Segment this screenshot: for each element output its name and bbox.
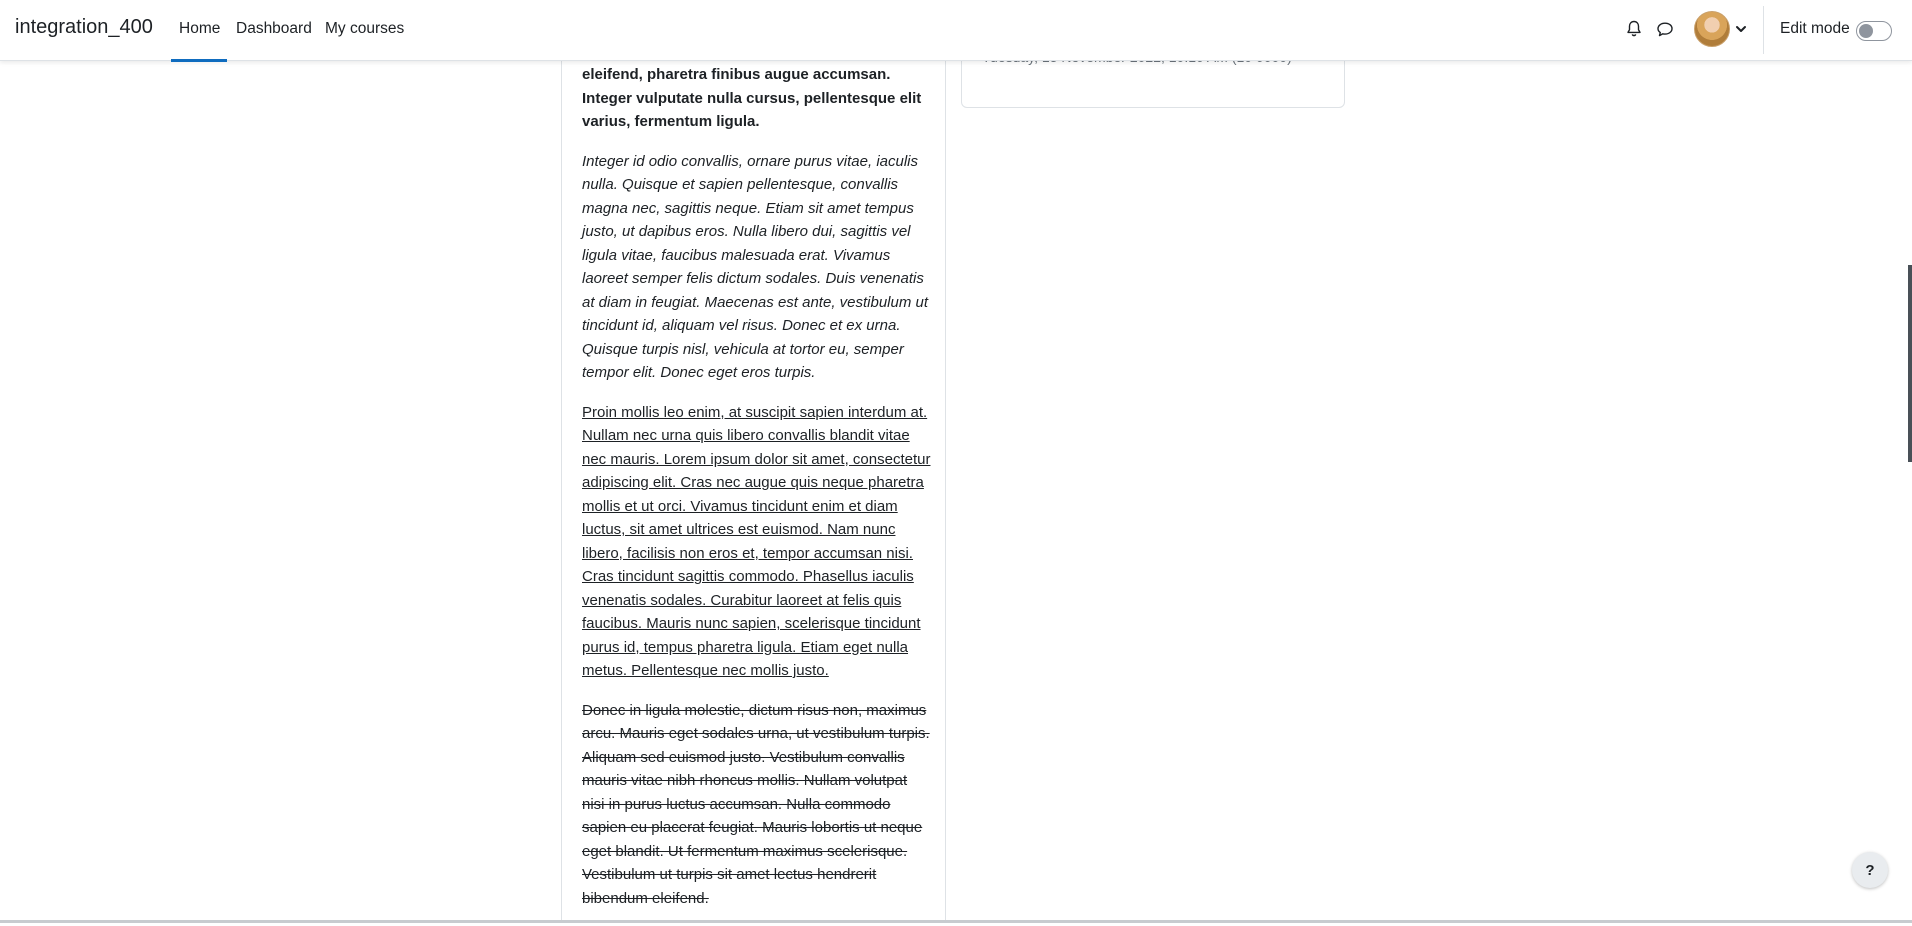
chat-icon[interactable] [1653, 17, 1677, 41]
help-button[interactable]: ? [1852, 852, 1888, 888]
site-brand[interactable]: integration_400 [15, 16, 153, 38]
edit-mode-toggle[interactable] [1856, 21, 1892, 41]
paragraph-strikethrough: Donec in ligula molestie, dictum risus non, maximus arcu. Mauris eget sodales urna, ut vestibulum turpis. Aliquam sed euismod justo. Vestibulum convallis mauris vitae nibh rhoncus mollis. Nullam volutpat nisi in purus luctus accumsan. Nulla commodo sapien eu placerat feugiat. Mauris lobortis ut neque eget blandit. Ut fermentum maximus scelerisque. Vestibulum ut turpis sit amet lectus hendrerit bibendum eleifend. [582, 701, 930, 907]
content-text [582, 63, 932, 926]
nav-home[interactable]: Home [171, 0, 227, 61]
bell-icon[interactable] [1622, 17, 1646, 41]
nav-my-courses[interactable]: My courses [325, 20, 405, 37]
paragraph-underline: Proin mollis leo enim, at suscipit sapien interdum at. Nullam nec urna quis libero convallis blandit vitae nec mauris. Lorem ipsum dolor sit amet, consectetur adipiscing elit. Cras nec augue quis neque pharetra mollis et ut orci. Vivamus tincidunt enim et diam luctus, sit amet ultrices est euismod. Nam nunc libero, facilisis non eros et, tempor accumsan nisi. Cras tincidunt sagittis commodo. Phasellus iaculis venenatis sodales. Curabitur laoreet at felis quis faucibus. Mauris nunc sapien, scelerisque tincidunt purus id, tempus pharetra ligula. Etiam eget nulla metus. Pellentesque nec mollis justo. [582, 403, 931, 679]
edit-mode-label: Edit mode [1780, 20, 1850, 37]
navbar-divider [1763, 6, 1764, 54]
nav-dashboard[interactable]: Dashboard [236, 20, 312, 37]
paragraph-bold: eleifend, pharetra finibus augue accumsan. Integer vulputate nulla cursus, pellentesque elit varius, fermentum ligula. [582, 66, 922, 130]
chevron-down-icon[interactable] [1734, 22, 1748, 36]
content-column [561, 0, 946, 923]
scrollbar-thumb[interactable] [1908, 265, 1912, 462]
avatar[interactable] [1694, 11, 1730, 47]
paragraph-italic: Integer id odio convallis, ornare purus vitae, iaculis nulla. Quisque et sapien pellentesque, convallis magna nec, sagittis neque. Etiam sit amet tempus justo, ut dapibus eros. Nulla libero dui, sagittis vel ligula vitae, faucibus malesuada erat. Vivamus laoreet semper felis dictum sodales. Duis venenatis at diam in feugiat. Maecenas est ante, vestibulum ut tincidunt id, aliquam vel risus. Donec et ex urna. Quisque turpis nisl, vehicula at tortor eu, semper tempor elit. Donec eget eros turpis. [582, 152, 929, 381]
top-navbar [0, 0, 1912, 61]
